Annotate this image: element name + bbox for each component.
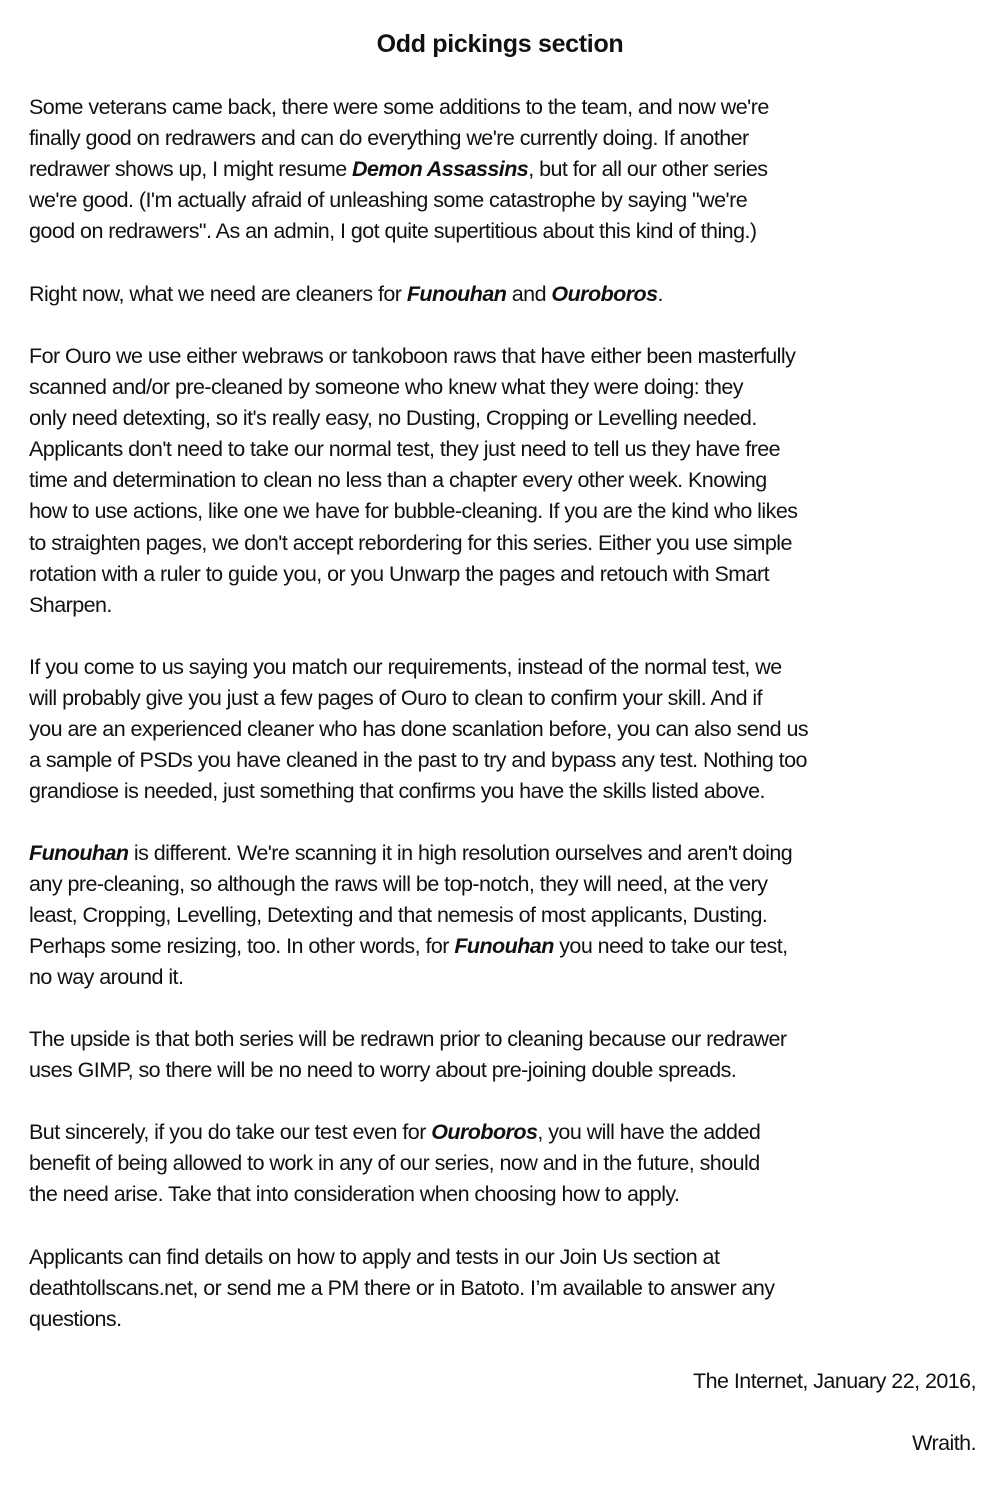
text-line: uses GIMP, so there will be no need to worry about pre-joining double spreads. xyxy=(29,1058,737,1083)
paragraph-how-to-apply xyxy=(29,1242,989,1335)
page-title: Odd pickings section xyxy=(376,30,624,58)
text-line: rotation with a ruler to guide you, or you Unwarp the pages and retouch with Smart xyxy=(29,561,770,586)
series-title-ouroboros: Ouroboros xyxy=(551,282,658,306)
text-run: , but for all our other series xyxy=(528,157,768,182)
text-run: and xyxy=(506,282,552,306)
text-line: grandiose is needed, just something that confirms you have the skills listed above. xyxy=(29,779,765,804)
series-title-funouhan: Funouhan xyxy=(454,934,554,959)
series-title-funouhan: Funouhan xyxy=(29,841,129,865)
text-line: Applicants can find details on how to apply and tests in our Join Us section at xyxy=(29,1245,720,1269)
place-date: The Internet, January 22, 2016, xyxy=(693,1369,976,1393)
text-line: any pre-cleaning, so although the raws will be top-notch, they will need, at the very xyxy=(29,872,768,897)
text-line xyxy=(29,931,989,962)
text-line: you are an experienced cleaner who has done scanlation before, you can also send us xyxy=(29,717,809,742)
text-line: good on redrawers". As an admin, I got quite supertitious about this kind of thing.) xyxy=(29,219,757,244)
text-run: redrawer shows up, I might resume xyxy=(29,157,353,182)
text-line: deathtollscans.net, or send me a PM there or in Batoto. I’m available to answer any xyxy=(29,1276,775,1301)
text-line: If you come to us saying you match our requirements, instead of the normal test, we xyxy=(29,655,782,679)
text-run: , you will have the added xyxy=(537,1120,761,1144)
text-run: . xyxy=(657,282,663,306)
text-line: time and determination to clean no less than a chapter every other week. Knowing xyxy=(29,468,767,493)
text-line: Sharpen. xyxy=(29,592,112,617)
text-run: is different. We're scanning it in high resolution ourselves and aren't doing xyxy=(128,841,793,865)
text-line: scanned and/or pre-cleaned by someone who knew what they were doing: they xyxy=(29,375,744,400)
signature: Wraith. xyxy=(912,1431,976,1455)
text-line: questions. xyxy=(29,1307,122,1332)
paragraph-funouhan xyxy=(29,838,989,993)
paragraph-take-test xyxy=(29,1117,989,1210)
text-line: finally good on redrawers and can do everything we're currently doing. If another xyxy=(29,126,749,151)
text-line: will probably give you just a few pages of Ouro to clean to confirm your skill. And if xyxy=(29,686,763,711)
text-line: Applicants don't need to take our normal test, they just need to tell us they have free xyxy=(29,437,781,462)
text-line: The upside is that both series will be redrawn prior to cleaning because our redrawer xyxy=(29,1027,787,1051)
text-line: benefit of being allowed to work in any of our series, now and in the future, should xyxy=(29,1151,760,1176)
text-line xyxy=(29,838,989,869)
text-line: a sample of PSDs you have cleaned in the past to try and bypass any test. Nothing too xyxy=(29,748,807,773)
text-run: Perhaps some resizing, too. In other words, for xyxy=(29,934,455,959)
text-line: we're good. (I'm actually afraid of unleashing some catastrophe by saying "we're xyxy=(29,188,748,213)
series-title-funouhan: Funouhan xyxy=(406,282,507,306)
text-run: you need to take our test, xyxy=(553,934,788,959)
text-line: no way around it. xyxy=(29,965,184,990)
paragraph-test-alternative xyxy=(29,652,989,807)
series-title-ouroboros: Ouroboros xyxy=(431,1120,538,1144)
text-line xyxy=(29,154,989,185)
text-line: the need arise. Take that into consideration when choosing how to apply. xyxy=(29,1182,680,1207)
text-line: how to use actions, like one we have for bubble-cleaning. If you are the kind who likes xyxy=(29,499,798,524)
paragraph-redrawers xyxy=(29,92,989,247)
text-line: to straighten pages, we don't accept rebordering for this series. Either you use simple xyxy=(29,530,792,555)
text-line: Some veterans came back, there were some additions to the team, and now we're xyxy=(29,95,769,119)
text-line: For Ouro we use either webraws or tankoboon raws that have either been masterfully xyxy=(29,344,796,368)
text-run: Right now, what we need are cleaners for xyxy=(29,282,407,306)
text-line: only need detexting, so it's really easy, no Dusting, Cropping or Levelling needed. xyxy=(29,406,757,431)
text-run: But sincerely, if you do take our test even for xyxy=(29,1120,432,1144)
paragraph-ouro-requirements xyxy=(29,341,989,621)
paragraph-redrawn-upside xyxy=(29,1024,989,1086)
text-line xyxy=(29,279,989,310)
text-line xyxy=(29,1117,989,1148)
text-line: least, Cropping, Levelling, Detexting and that nemesis of most applicants, Dusting. xyxy=(29,903,768,928)
paragraph-cleaners-needed xyxy=(29,279,989,310)
series-title-demon-assassins: Demon Assassins xyxy=(352,157,529,182)
